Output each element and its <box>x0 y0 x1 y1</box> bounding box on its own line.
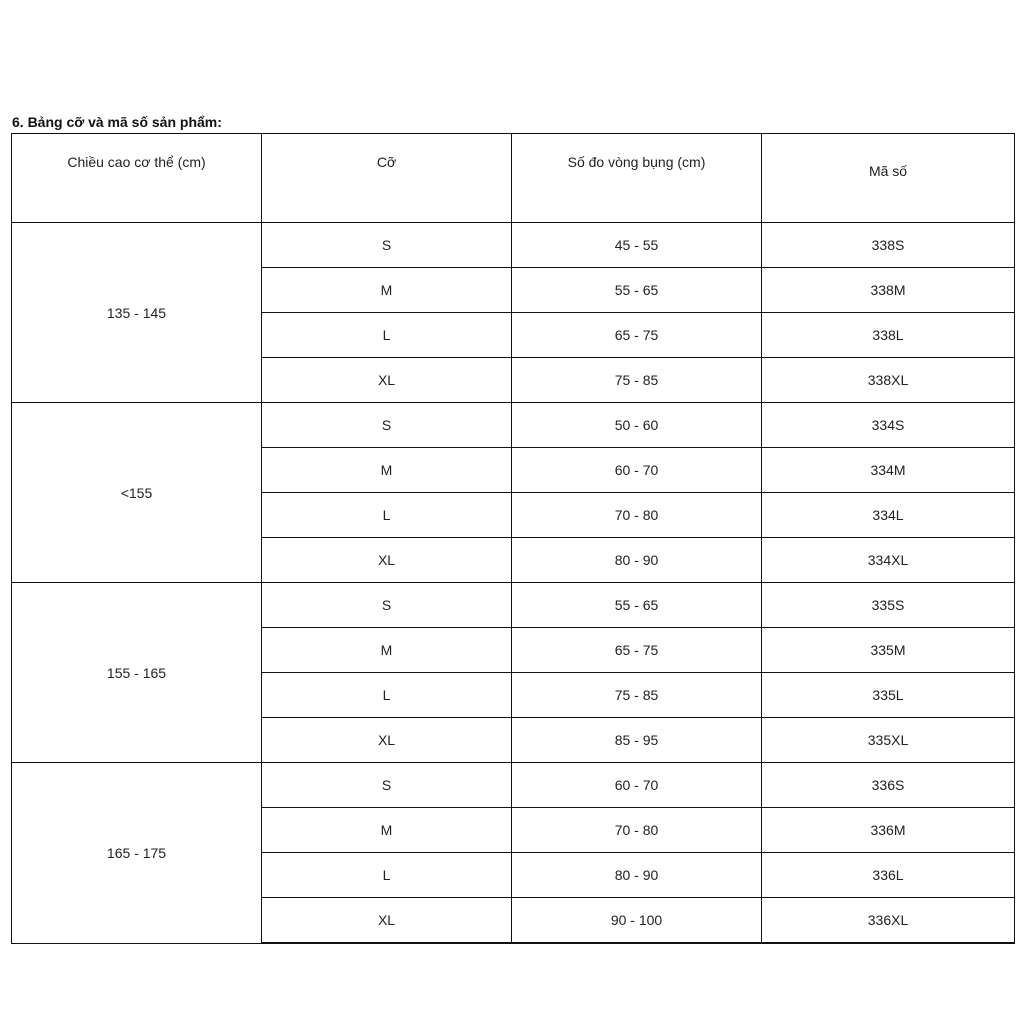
code-cell: 336XL <box>762 898 1015 944</box>
size-cell: XL <box>262 538 512 583</box>
waist-cell: 75 - 85 <box>512 673 762 718</box>
code-cell: 338L <box>762 313 1015 358</box>
waist-cell: 80 - 90 <box>512 853 762 898</box>
code-cell: 335L <box>762 673 1015 718</box>
code-cell: 335M <box>762 628 1015 673</box>
code-cell: 338XL <box>762 358 1015 403</box>
section-title: 6. Bảng cỡ và mã số sản phẩm: <box>12 114 222 130</box>
code-cell: 334S <box>762 403 1015 448</box>
size-cell: L <box>262 853 512 898</box>
code-cell: 334M <box>762 448 1015 493</box>
height-range-cell: 155 - 165 <box>12 583 262 763</box>
waist-cell: 70 - 80 <box>512 493 762 538</box>
size-cell: M <box>262 268 512 313</box>
size-cell: L <box>262 673 512 718</box>
header-waist: Số đo vòng bụng (cm) <box>512 134 762 223</box>
code-cell: 336M <box>762 808 1015 853</box>
waist-cell: 85 - 95 <box>512 718 762 763</box>
waist-cell: 80 - 90 <box>512 538 762 583</box>
size-cell: XL <box>262 898 512 944</box>
table-header-row <box>12 134 1015 223</box>
code-cell: 335XL <box>762 718 1015 763</box>
size-cell: M <box>262 628 512 673</box>
table-row <box>12 403 1015 448</box>
waist-cell: 90 - 100 <box>512 898 762 944</box>
code-cell: 336L <box>762 853 1015 898</box>
code-cell: 335S <box>762 583 1015 628</box>
waist-cell: 60 - 70 <box>512 763 762 808</box>
table-row <box>12 763 1015 808</box>
header-size: Cỡ <box>262 134 512 223</box>
waist-cell: 75 - 85 <box>512 358 762 403</box>
size-cell: M <box>262 448 512 493</box>
waist-cell: 60 - 70 <box>512 448 762 493</box>
waist-cell: 55 - 65 <box>512 268 762 313</box>
code-cell: 338S <box>762 223 1015 268</box>
code-cell: 336S <box>762 763 1015 808</box>
height-range-cell: 165 - 175 <box>12 763 262 944</box>
waist-cell: 45 - 55 <box>512 223 762 268</box>
table-row <box>12 223 1015 268</box>
size-cell: S <box>262 583 512 628</box>
size-cell: M <box>262 808 512 853</box>
height-range-cell: <155 <box>12 403 262 583</box>
size-cell: XL <box>262 718 512 763</box>
table-row <box>12 583 1015 628</box>
code-cell: 334L <box>762 493 1015 538</box>
size-cell: XL <box>262 358 512 403</box>
size-code-table <box>11 133 1015 944</box>
size-cell: S <box>262 763 512 808</box>
waist-cell: 65 - 75 <box>512 628 762 673</box>
size-cell: L <box>262 313 512 358</box>
waist-cell: 50 - 60 <box>512 403 762 448</box>
size-cell: S <box>262 223 512 268</box>
height-range-cell: 135 - 145 <box>12 223 262 403</box>
waist-cell: 65 - 75 <box>512 313 762 358</box>
header-code: Mã số <box>762 134 1015 223</box>
header-height: Chiều cao cơ thể (cm) <box>12 134 262 223</box>
code-cell: 334XL <box>762 538 1015 583</box>
size-cell: S <box>262 403 512 448</box>
waist-cell: 70 - 80 <box>512 808 762 853</box>
waist-cell: 55 - 65 <box>512 583 762 628</box>
code-cell: 338M <box>762 268 1015 313</box>
size-cell: L <box>262 493 512 538</box>
